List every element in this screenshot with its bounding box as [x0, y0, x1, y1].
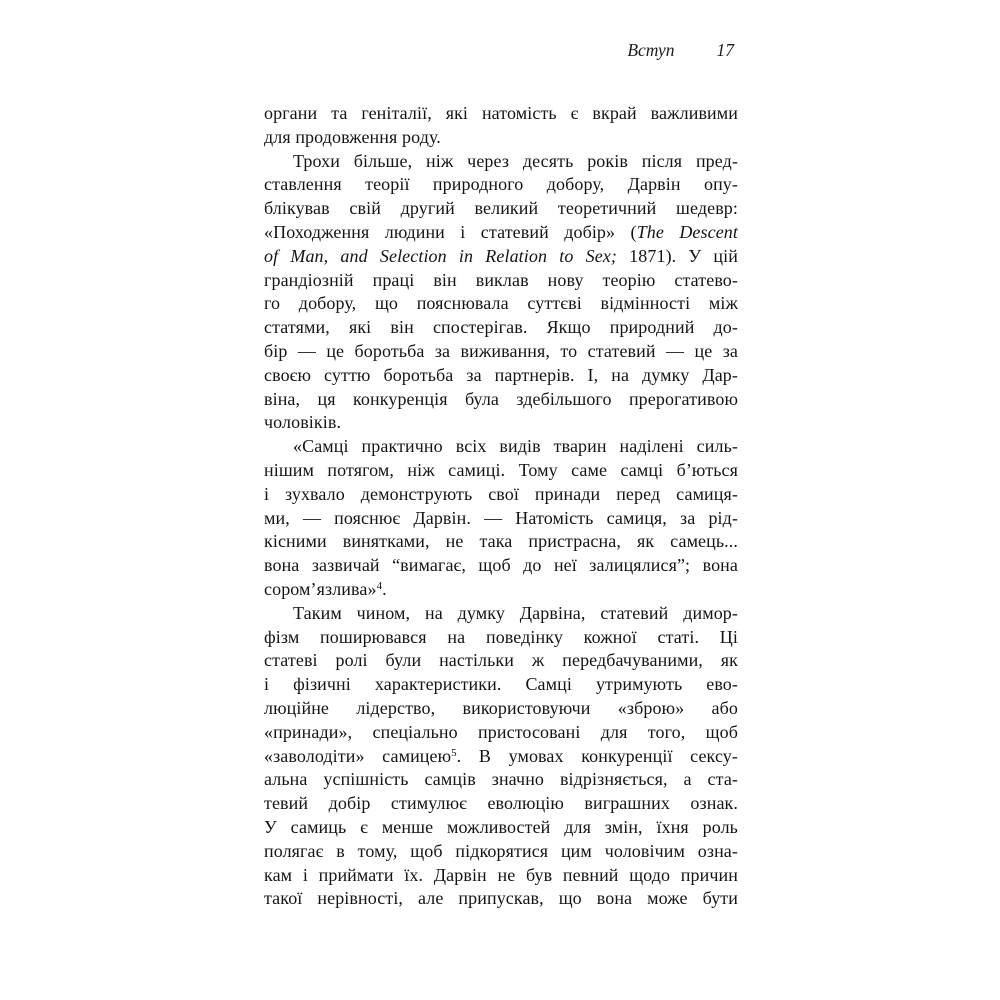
- page-number: 17: [716, 40, 734, 60]
- text-line: вона зазвичай “вимагає, щоб до неї залицялися”; вона: [264, 555, 738, 576]
- paragraph: [264, 602, 738, 911]
- text-line: ми, — пояснює Дарвін. — Натомість самиця, за рід-: [264, 507, 738, 528]
- text-line: для продовження роду.: [264, 126, 441, 147]
- text-line: Трохи більше, ніж через десять років після пред-: [293, 150, 738, 171]
- text-line: віна, ця конкуренція була здебільшого прерогативою: [264, 388, 738, 409]
- page-header: [264, 40, 738, 61]
- text-column: [264, 40, 738, 911]
- text-line: своєю суттю боротьба за партнерів. І, на думку Дар-: [264, 364, 738, 385]
- text-line: альна успішність самців значно відрізняється, а ста-: [264, 769, 738, 790]
- text-line: кісними винятками, не така пристрасна, як самець...: [264, 531, 738, 552]
- text-line: of Man, and Selection in Relation to Sex; 1871). У цій: [264, 245, 739, 266]
- italic-text: The Descent: [636, 221, 738, 242]
- text-line: чоловіків.: [264, 412, 342, 433]
- paragraph: [264, 150, 738, 436]
- text-line: люційне лідерство, використовуючи «зброю» або: [264, 697, 738, 718]
- text-line: фізм поширювався на поведінку кожної статі. Ці: [264, 626, 738, 647]
- text-line: «Походження людини і статевий добір» (The Descent: [264, 221, 738, 242]
- text-line: сором’язлива»$^4$.: [264, 578, 387, 599]
- text-line: ставлення теорії природного добору, Дарвін опу-: [264, 174, 738, 195]
- text-line: статеві ролі були настільки ж передбачуваними, як: [264, 650, 738, 671]
- footnote-ref: 5: [451, 746, 457, 759]
- italic-text: of Man, and Selection in Relation to Sex;: [264, 245, 617, 266]
- text-line: статями, які він спостерігав. Якщо природний до-: [264, 317, 738, 338]
- paragraph: [264, 435, 738, 602]
- chapter-title: Вступ: [627, 40, 675, 60]
- text-line: полягає в тому, щоб підкорятися цим чоловічим озна-: [264, 840, 738, 861]
- text-line: блікував свій другий великий теоретичний шедевр:: [264, 198, 738, 219]
- text-line: і зухвало демонструють свої принади перед самиця-: [264, 483, 738, 504]
- text-line: «заволодіти» самицею$^5$. В умовах конкуренції сексу-: [264, 745, 738, 766]
- text-line: «Самці практично всіх видів тварин наділені силь-: [293, 436, 738, 457]
- text-line: бір — це боротьба за виживання, то статевий — це за: [264, 340, 738, 361]
- footnote-ref: 4: [376, 579, 383, 592]
- text-line: і фізичні характеристики. Самці утримують ево-: [264, 674, 738, 695]
- text-line: органи та геніталії, які натомість є вкрай важливими: [264, 103, 738, 123]
- text-line: Таким чином, на думку Дарвіна, статевий димор-: [293, 602, 738, 623]
- text-block: [264, 102, 738, 911]
- text-line: грандіозній праці він виклав нову теорію статево-: [264, 269, 738, 290]
- text-line: такої нерівності, але припускав, що вона може бути: [264, 888, 738, 909]
- text-line: «принади», спеціально пристосовані для того, щоб: [264, 721, 738, 742]
- text-line: тевий добір стимулює еволюцію виграшних ознак.: [264, 793, 738, 814]
- text-line: го добору, що пояснювала суттєві відмінності між: [264, 293, 738, 314]
- text-line: кам і приймати їх. Дарвін не був певний щодо причин: [264, 864, 738, 885]
- text-line: нішим потягом, ніж самиці. Тому саме самці б’ються: [264, 459, 738, 480]
- paragraph: [264, 102, 738, 150]
- text-line: У самиць є менше можливостей для змін, їхня роль: [264, 816, 738, 837]
